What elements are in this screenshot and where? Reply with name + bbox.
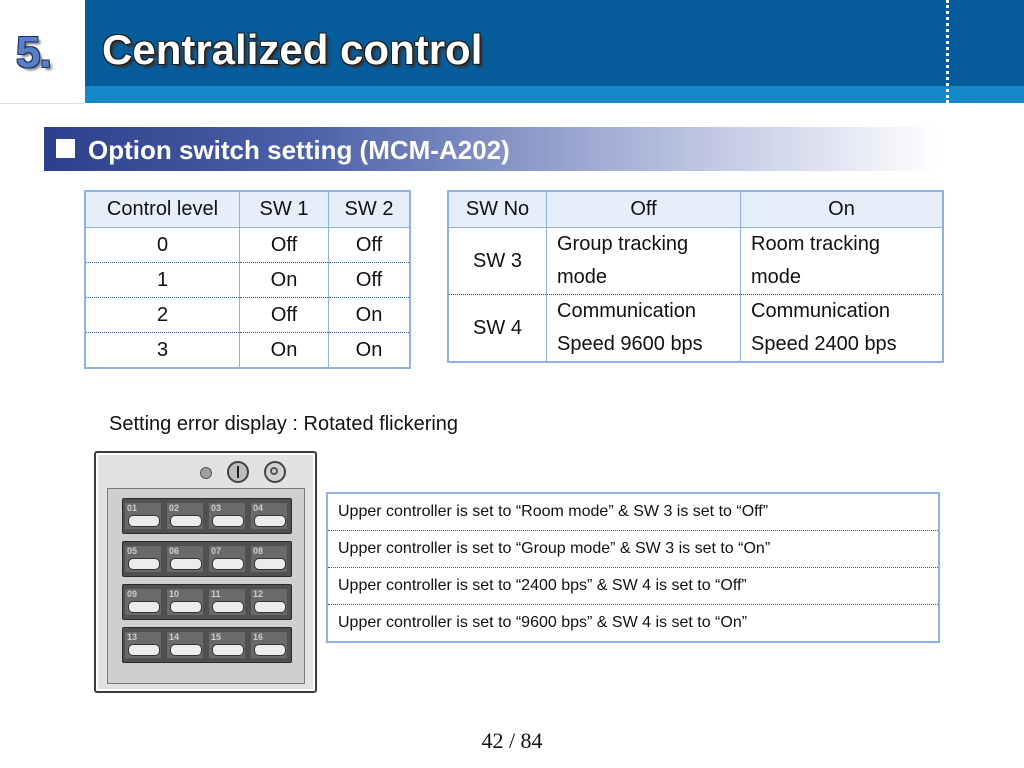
header-stripe <box>85 86 1024 103</box>
table-cell: Upper controller is set to “Group mode” & SW 3 is set to “On” <box>327 531 939 568</box>
device-key <box>167 503 203 529</box>
error-condition-table <box>326 492 940 643</box>
key-button-icon <box>212 558 244 570</box>
device-key <box>167 546 203 572</box>
table-row <box>448 228 943 295</box>
table-row <box>448 295 943 363</box>
header-sw-no: SW No <box>448 191 547 228</box>
table-cell-off <box>547 295 741 363</box>
status-led-icon <box>200 467 212 479</box>
device-key <box>125 503 161 529</box>
table-cell: On <box>240 263 329 298</box>
table-cell: Off <box>329 228 411 263</box>
key-label: 07 <box>211 546 222 556</box>
section-number: 5. <box>16 28 51 77</box>
table-row <box>85 333 410 369</box>
key-label: 12 <box>253 589 264 599</box>
key-button-icon <box>170 601 202 613</box>
key-label: 13 <box>127 632 138 642</box>
table-header-row <box>85 191 410 228</box>
table-cell: Off <box>329 263 411 298</box>
cell-line: Speed 2400 bps <box>751 333 897 355</box>
controller-device-image <box>94 451 317 693</box>
key-button-icon <box>212 515 244 527</box>
setting-button-icon <box>264 461 286 483</box>
key-button-icon <box>170 644 202 656</box>
cell-line: Communication <box>751 300 890 322</box>
table-row <box>85 228 410 263</box>
key-label: 05 <box>127 546 138 556</box>
cell-line: mode <box>557 266 608 288</box>
device-key <box>251 503 287 529</box>
power-button-icon <box>227 461 249 483</box>
header-off: Off <box>547 191 741 228</box>
table-cell: On <box>329 298 411 333</box>
key-row <box>122 541 292 577</box>
key-label: 10 <box>169 589 180 599</box>
table-row <box>327 605 939 643</box>
key-button-icon <box>254 601 286 613</box>
header-control-level: Control level <box>85 191 240 228</box>
table-cell-on <box>741 228 944 295</box>
page-number: 42 / 84 <box>481 728 543 753</box>
device-key <box>209 546 245 572</box>
table-cell: 1 <box>85 263 240 298</box>
table-row <box>85 298 410 333</box>
table-cell: 3 <box>85 333 240 369</box>
table-cell-off <box>547 228 741 295</box>
table-cell-sw: SW 4 <box>448 295 547 363</box>
table-header-row <box>448 191 943 228</box>
header-dotted-divider <box>946 0 949 103</box>
key-label: 01 <box>127 503 138 513</box>
key-row <box>122 627 292 663</box>
table-row <box>327 568 939 605</box>
table-cell-on <box>741 295 944 363</box>
device-key <box>209 632 245 658</box>
key-label: 04 <box>253 503 264 513</box>
key-button-icon <box>212 601 244 613</box>
key-button-icon <box>254 558 286 570</box>
header-sw1: SW 1 <box>240 191 329 228</box>
key-label: 02 <box>169 503 180 513</box>
device-key <box>209 503 245 529</box>
key-button-icon <box>254 644 286 656</box>
page-title: Centralized control <box>102 26 483 73</box>
table-cell: 2 <box>85 298 240 333</box>
table-cell-sw: SW 3 <box>448 228 547 295</box>
table-row <box>327 531 939 568</box>
table-cell: On <box>240 333 329 369</box>
key-label: 09 <box>127 589 138 599</box>
key-label: 08 <box>253 546 264 556</box>
table-cell: Off <box>240 228 329 263</box>
device-key <box>251 632 287 658</box>
error-display-note: Setting error display : Rotated flickering <box>109 413 459 435</box>
key-label: 14 <box>169 632 180 642</box>
table-cell: Upper controller is set to “Room mode” & SW 3 is set to “Off” <box>338 503 769 520</box>
table-cell: Upper controller is set to “2400 bps” & SW 4 is set to “Off” <box>327 568 939 605</box>
table-cell: Off <box>240 298 329 333</box>
square-bullet-icon <box>56 139 75 158</box>
device-key <box>251 546 287 572</box>
table-row <box>85 263 410 298</box>
key-button-icon <box>170 515 202 527</box>
table-cell: On <box>329 333 411 369</box>
table-cell: 0 <box>85 228 240 263</box>
key-label: 15 <box>211 632 222 642</box>
device-key <box>251 589 287 615</box>
key-label: 16 <box>253 632 264 642</box>
key-button-icon <box>170 558 202 570</box>
key-button-icon <box>128 601 160 613</box>
section-banner <box>44 127 940 171</box>
cell-line: Room tracking <box>751 233 880 255</box>
key-button-icon <box>128 515 160 527</box>
section-title: Option switch setting (MCM-A202) <box>88 135 510 165</box>
key-button-icon <box>128 644 160 656</box>
device-key <box>125 589 161 615</box>
control-level-table <box>84 190 411 369</box>
key-label: 03 <box>211 503 222 513</box>
device-key <box>209 589 245 615</box>
header-on: On <box>741 191 944 228</box>
key-button-icon <box>212 644 244 656</box>
switch-setting-table <box>447 190 944 363</box>
cell-line: Group tracking <box>557 233 689 255</box>
key-button-icon <box>128 558 160 570</box>
table-row <box>327 493 939 531</box>
key-button-icon <box>254 515 286 527</box>
device-key <box>125 546 161 572</box>
key-label: 11 <box>211 589 221 599</box>
key-row <box>122 584 292 620</box>
cell-line: mode <box>751 266 802 288</box>
key-label: 06 <box>169 546 180 556</box>
cell-line: Communication <box>557 300 696 322</box>
device-key <box>167 632 203 658</box>
header-left-block <box>0 0 85 104</box>
cell-line: Speed 9600 bps <box>557 333 703 355</box>
device-key <box>167 589 203 615</box>
device-key <box>125 632 161 658</box>
key-panel <box>107 488 305 684</box>
header-sw2: SW 2 <box>329 191 411 228</box>
table-cell: Upper controller is set to “9600 bps” & SW 4 is set to “On” <box>327 605 939 643</box>
key-row <box>122 498 292 534</box>
